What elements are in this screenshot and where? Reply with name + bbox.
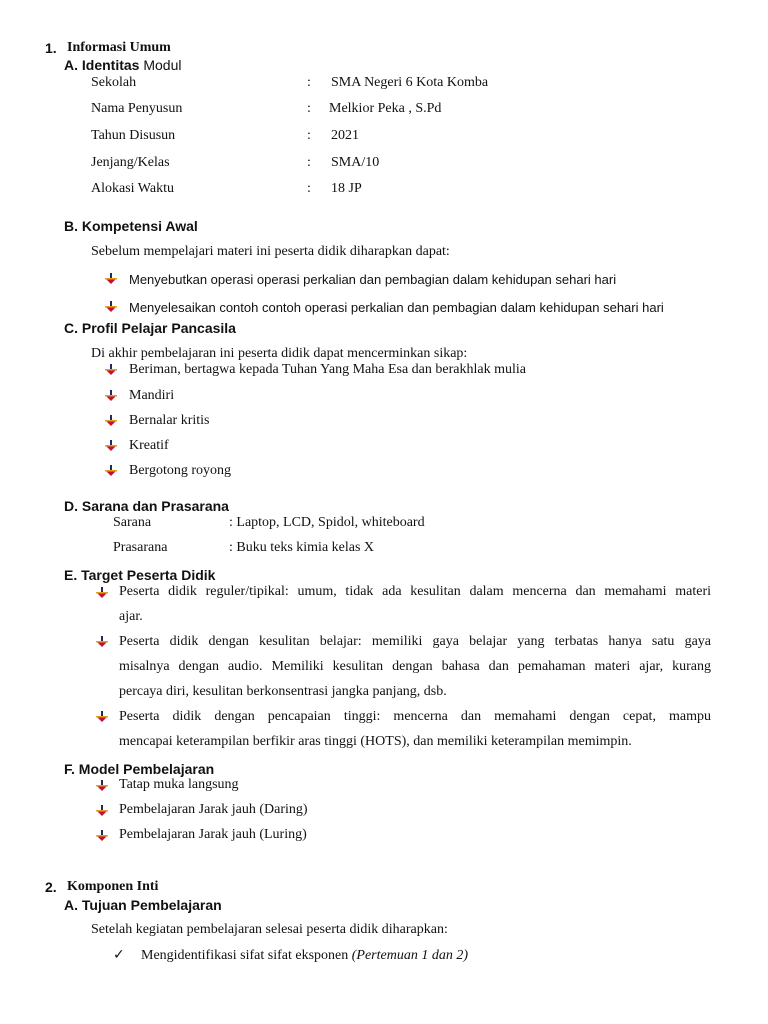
identitas-label-rest: Modul bbox=[139, 57, 182, 73]
target-item-line: percaya diri, kesulitan berkonsentrasi jangka panjang, dsb. bbox=[119, 684, 447, 699]
profil-pancasila-item: Bernalar kritis bbox=[129, 413, 210, 428]
identitas-value: 18 JP bbox=[331, 181, 362, 196]
identitas-value: SMA/10 bbox=[331, 155, 380, 170]
target-item-line: Peserta didik reguler/tipikal: umum, tidak ada kesulitan dalam mencerna dan memahami materi bbox=[119, 584, 711, 599]
model-item: Pembelajaran Jarak jauh (Daring) bbox=[119, 802, 308, 817]
identitas-value: Melkior Peka , S.Pd bbox=[329, 101, 442, 116]
target-item-line: mencapai keterampilan berfikir aras tinggi (HOTS), dan memiliki keterampilan memimpin. bbox=[119, 734, 632, 749]
profil-pancasila-intro: Di akhir pembelajaran ini peserta didik dapat mencerminkan sikap: bbox=[91, 346, 468, 361]
profil-pancasila-item: Mandiri bbox=[129, 388, 175, 403]
tujuan-item bbox=[141, 948, 468, 964]
identitas-label-bold: A. Identitas bbox=[64, 57, 140, 73]
arrow-bullet-icon bbox=[105, 273, 117, 285]
profil-pancasila-heading: C. Profil Pelajar Pancasila bbox=[64, 320, 236, 336]
identitas-sep: : bbox=[307, 128, 311, 143]
arrow-bullet-icon bbox=[96, 636, 108, 648]
section-1-number: 1. bbox=[45, 40, 57, 56]
target-peserta-heading: E. Target Peserta Didik bbox=[64, 567, 216, 583]
arrow-bullet-icon bbox=[96, 587, 108, 599]
section-1-title: Informasi Umum bbox=[67, 40, 171, 55]
identitas-key: Jenjang/Kelas bbox=[91, 155, 170, 170]
arrow-bullet-icon bbox=[105, 301, 117, 313]
prasarana-key: Prasarana bbox=[113, 540, 168, 555]
sarana-key: Sarana bbox=[113, 515, 152, 530]
arrow-bullet-icon bbox=[96, 711, 108, 723]
kompetensi-awal-intro: Sebelum mempelajari materi ini peserta didik diharapkan dapat: bbox=[91, 244, 450, 259]
tujuan-item-note: (Pertemuan 1 dan 2) bbox=[351, 948, 468, 963]
target-item-line: Peserta didik dengan pencapaian tinggi: mencerna dan memahami dengan cepat, mampu bbox=[119, 709, 711, 724]
identitas-sep: : bbox=[307, 155, 311, 170]
tujuan-pembelajaran-heading: A. Tujuan Pembelajaran bbox=[64, 897, 222, 913]
sarana-heading: D. Sarana dan Prasarana bbox=[64, 498, 229, 514]
identitas-key: Sekolah bbox=[91, 75, 137, 90]
checkmark-icon: ✓ bbox=[113, 946, 125, 962]
arrow-bullet-icon bbox=[96, 780, 108, 792]
identitas-value: 2021 bbox=[331, 128, 359, 143]
identitas-key: Alokasi Waktu bbox=[91, 181, 174, 196]
identitas-sep: : bbox=[307, 101, 311, 116]
identitas-key: Tahun Disusun bbox=[91, 128, 176, 143]
sarana-value: : Laptop, LCD, Spidol, whiteboard bbox=[229, 515, 425, 530]
identitas-sep: : bbox=[307, 181, 311, 196]
profil-pancasila-item: Kreatif bbox=[129, 438, 169, 453]
kompetensi-awal-item: Menyelesaikan contoh contoh operasi perkalian dan pembagian dalam kehidupan sehari hari bbox=[129, 300, 664, 315]
model-item: Pembelajaran Jarak jauh (Luring) bbox=[119, 827, 307, 842]
kompetensi-awal-heading: B. Kompetensi Awal bbox=[64, 218, 198, 234]
arrow-bullet-icon bbox=[105, 364, 117, 376]
tujuan-pembelajaran-intro: Setelah kegiatan pembelajaran selesai peserta didik diharapkan: bbox=[91, 922, 448, 937]
arrow-bullet-icon bbox=[105, 465, 117, 477]
profil-pancasila-item: Bergotong royong bbox=[129, 463, 232, 478]
model-item: Tatap muka langsung bbox=[119, 777, 239, 792]
target-item-line: misalnya dengan audio. Memiliki kesulitan dengan bahasa dan pemahaman materi ajar, kurang bbox=[119, 659, 711, 674]
target-item-line: ajar. bbox=[119, 609, 143, 624]
identitas-sep: : bbox=[307, 75, 311, 90]
profil-pancasila-item: Beriman, bertagwa kepada Tuhan Yang Maha Esa dan berakhlak mulia bbox=[129, 362, 526, 377]
arrow-bullet-icon bbox=[105, 415, 117, 427]
section-2-title: Komponen Inti bbox=[67, 879, 159, 894]
section-2-number: 2. bbox=[45, 879, 57, 895]
arrow-bullet-icon bbox=[105, 440, 117, 452]
target-item-line: Peserta didik dengan kesulitan belajar: memiliki gaya belajar yang terbatas hanya satu gaya bbox=[119, 634, 711, 649]
model-pembelajaran-heading: F. Model Pembelajaran bbox=[64, 761, 215, 777]
arrow-bullet-icon bbox=[96, 805, 108, 817]
arrow-bullet-icon bbox=[96, 830, 108, 842]
identitas-key: Nama Penyusun bbox=[91, 101, 183, 116]
kompetensi-awal-item: Menyebutkan operasi operasi perkalian dan pembagian dalam kehidupan sehari hari bbox=[129, 272, 617, 287]
prasarana-value: : Buku teks kimia kelas X bbox=[229, 540, 375, 555]
arrow-bullet-icon bbox=[105, 390, 117, 402]
identitas-heading bbox=[64, 57, 182, 75]
tujuan-item-text: Mengidentifikasi sifat sifat eksponen bbox=[141, 948, 352, 963]
identitas-value: SMA Negeri 6 Kota Komba bbox=[331, 75, 489, 90]
